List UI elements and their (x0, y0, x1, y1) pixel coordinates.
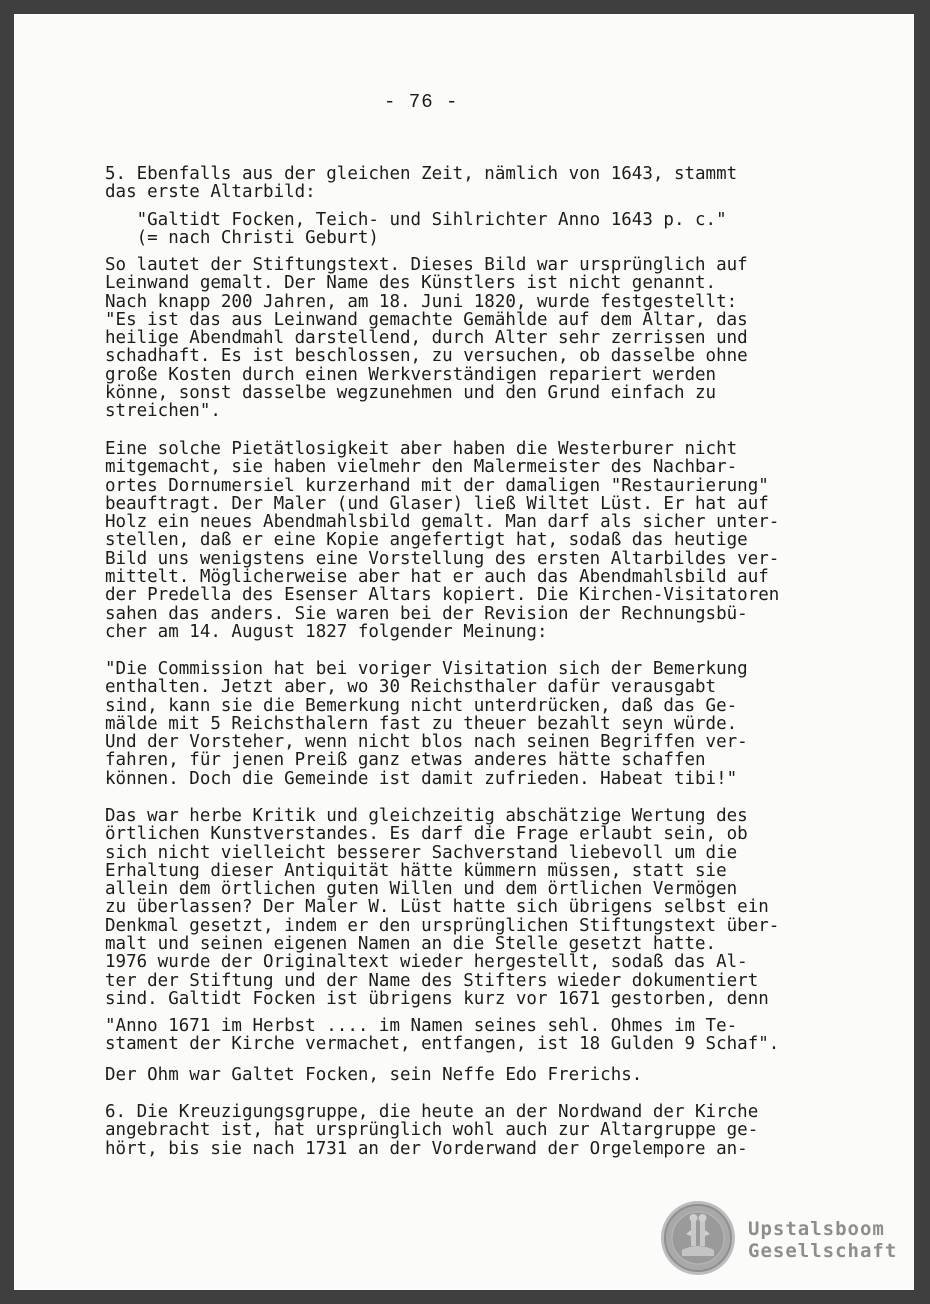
paragraph-kritik: Das war herbe Kritik und gleichzeitig abschätzige Wertung des örtlichen Kunstverstandes. Es darf die Frage erlaubt sein, ob sich nicht vielleicht besserer Sachverstand liebevoll um die Erhaltung dieser Antiquität hätte kümmern müssen, statt sie allein dem örtlichen guten Willen und dem örtlichen Vermögen zu überlassen? Der Maler W. Lüst hatte sich übrigens selbst ein Denkmal gesetzt, indem er den ursprünglichen Stiftungstext über- malt und seinen eigenen Namen an die Stelle gesetzt hatte. 1976 wurde der Originaltext wieder hergestellt, sodaß das Al- ter der Stiftung und der Name des Stifters wieder dokumentiert sind. Galtidt Focken ist übrigens kurz vor 1671 gestorben, denn (105, 806, 780, 1009)
section-5-quote: "Galtidt Focken, Teich- und Sihlrichter Anno 1643 p. c." (= nach Christi Geburt) (136, 210, 727, 249)
section-5-intro: 5. Ebenfalls aus der gleichen Zeit, nämlich von 1643, stammt das erste Altarbild: (105, 164, 738, 203)
paragraph-pietaet: Eine solche Pietätlosigkeit aber haben die Westerburer nicht mitgemacht, sie haben vielmehr den Malermeister des Nachbar- ortes Dornumersiel kurzerhand mit der damaligen "Restaurierung" beauftragt. Der Maler (und Glaser) ließ Wiltet Lüst. Er hat auf Holz ein neues Abendmahlsbild gemalt. Man darf als sicher unter- stellen, daß er eine Kopie angefertigt hat, sodaß das heutige Bild uns wenigstens eine Vorstellung des ersten Altarbildes ver- mittelt. Möglicherweise aber hat er auch das Abendmahlsbild auf der Predella des Esenser Altars kopiert. Die Kirchen-Visitatoren sahen das anders. Sie waren bei der Revision der Rechnungsbü- cher am 14. August 1827 folgender Meinung: (105, 439, 780, 642)
page-number: - 76 - (384, 91, 459, 113)
society-name-line-2: Gesellschaft (748, 1240, 898, 1262)
quote-commission: "Die Commission hat bei voriger Visitation sich der Bemerkung enthalten. Jetzt aber, wo 30 Reichsthaler dafür verausgabt sind, kann sie die Bemerkung nicht unterdrücken, daß das Ge- mälde mit 5 Reichsthalern fast zu theuer bezahlt seyn würde. Und der Vorsteher, wenn nicht blos nach seinen Begriffen ver- fahren, für jenen Preiß ganz etwas anderes hätte schaffen können. Doch die Gemeinde ist damit zufrieden. Habeat tibi!" (105, 659, 748, 789)
document-page (14, 14, 914, 1290)
quote-anno-1671: "Anno 1671 im Herbst .... im Namen seines sehl. Ohmes im Te- stament der Kirche vermachet, entfangen, ist 18 Gulden 9 Schaf". (105, 1016, 780, 1055)
society-seal-icon (660, 1200, 736, 1276)
society-watermark (748, 1218, 897, 1262)
paragraph-ohm: Der Ohm war Galtet Focken, sein Neffe Edo Frerichs. (105, 1065, 643, 1085)
society-name-line-1: Upstalsboom (748, 1218, 885, 1240)
section-6-intro: 6. Die Kreuzigungsgruppe, die heute an der Nordwand der Kirche angebracht ist, hat ursprünglich wohl auch zur Altargruppe ge- hört, bis sie nach 1731 an der Vorderwand der Orgelempore an- (105, 1102, 759, 1159)
section-5-body: So lautet der Stiftungstext. Dieses Bild war ursprünglich auf Leinwand gemalt. Der Name des Künstlers ist nicht genannt. Nach knapp 200 Jahren, am 18. Juni 1820, wurde festgestellt: "Es ist das aus Leinwand gemachte Gemählde auf dem Altar, das heilige Abendmahl darstellend, durch Alter sehr zerrissen und schadhaft. Es ist beschlossen, zu versuchen, ob dasselbe ohne große Kosten durch einen Werkverständigen repariert werden könne, sonst dasselbe wegzunehmen und den Grund einfach zu streichen". (105, 255, 748, 422)
